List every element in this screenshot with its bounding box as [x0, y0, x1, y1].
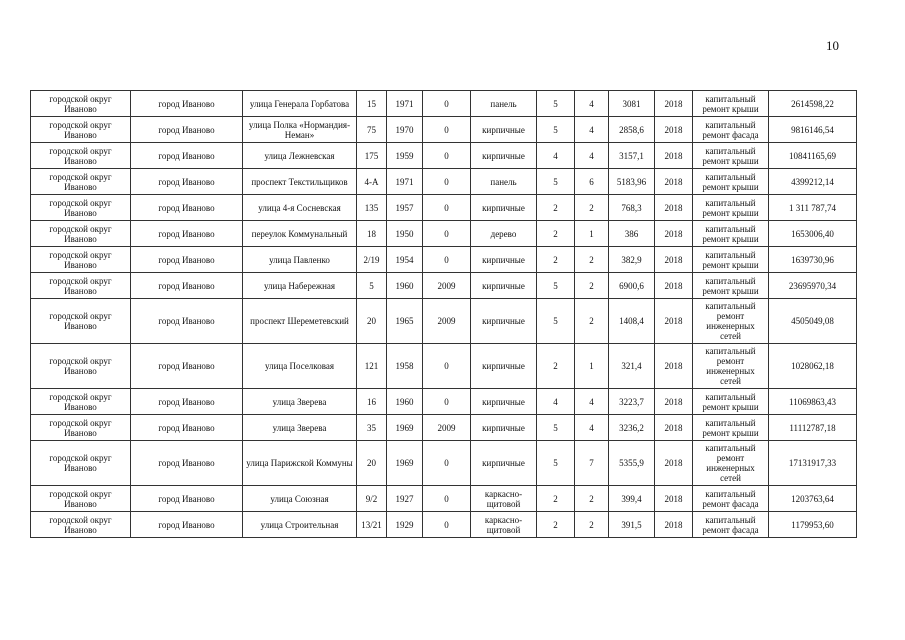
- year-reconstructed-cell: 0: [423, 195, 471, 221]
- city-cell: город Иваново: [131, 512, 243, 538]
- house-number-cell: 5: [357, 273, 387, 299]
- year-built-cell: 1927: [387, 486, 423, 512]
- area-cell: 3157,1: [609, 143, 655, 169]
- cost-cell: 1653006,40: [769, 221, 857, 247]
- wall-material-cell: каркасно-щитовой: [471, 512, 537, 538]
- table-row: [31, 486, 857, 512]
- floors-cell: 2: [537, 221, 575, 247]
- house-number-cell: 16: [357, 389, 387, 415]
- year-built-cell: 1960: [387, 389, 423, 415]
- plan-year-cell: 2018: [655, 221, 693, 247]
- entrances-cell: 2: [575, 486, 609, 512]
- plan-year-cell: 2018: [655, 195, 693, 221]
- district-cell: городской округ Иваново: [31, 247, 131, 273]
- city-cell: город Иваново: [131, 117, 243, 143]
- table-row: [31, 299, 857, 344]
- year-built-cell: 1929: [387, 512, 423, 538]
- area-cell: 6900,6: [609, 273, 655, 299]
- table-row: [31, 512, 857, 538]
- wall-material-cell: кирпичные: [471, 389, 537, 415]
- plan-year-cell: 2018: [655, 415, 693, 441]
- floors-cell: 2: [537, 247, 575, 273]
- plan-year-cell: 2018: [655, 389, 693, 415]
- city-cell: город Иваново: [131, 441, 243, 486]
- city-cell: город Иваново: [131, 247, 243, 273]
- district-cell: городской округ Иваново: [31, 143, 131, 169]
- wall-material-cell: кирпичные: [471, 299, 537, 344]
- district-cell: городской округ Иваново: [31, 512, 131, 538]
- floors-cell: 5: [537, 441, 575, 486]
- entrances-cell: 2: [575, 273, 609, 299]
- district-cell: городской округ Иваново: [31, 441, 131, 486]
- street-cell: проспект Шереметевский: [243, 299, 357, 344]
- district-cell: городской округ Иваново: [31, 221, 131, 247]
- wall-material-cell: каркасно-щитовой: [471, 486, 537, 512]
- area-cell: 399,4: [609, 486, 655, 512]
- street-cell: проспект Текстильщиков: [243, 169, 357, 195]
- district-cell: городской округ Иваново: [31, 486, 131, 512]
- year-built-cell: 1969: [387, 415, 423, 441]
- wall-material-cell: дерево: [471, 221, 537, 247]
- table-row: [31, 247, 857, 273]
- floors-cell: 5: [537, 415, 575, 441]
- floors-cell: 5: [537, 169, 575, 195]
- floors-cell: 4: [537, 143, 575, 169]
- year-reconstructed-cell: 2009: [423, 273, 471, 299]
- cost-cell: 2614598,22: [769, 91, 857, 117]
- cost-cell: 1179953,60: [769, 512, 857, 538]
- plan-year-cell: 2018: [655, 273, 693, 299]
- city-cell: город Иваново: [131, 299, 243, 344]
- city-cell: город Иваново: [131, 389, 243, 415]
- street-cell: улица Зверева: [243, 389, 357, 415]
- district-cell: городской округ Иваново: [31, 299, 131, 344]
- cost-cell: 4505049,08: [769, 299, 857, 344]
- cost-cell: 11112787,18: [769, 415, 857, 441]
- year-reconstructed-cell: 0: [423, 389, 471, 415]
- street-cell: улица Зверева: [243, 415, 357, 441]
- table-body: [31, 91, 857, 538]
- entrances-cell: 2: [575, 195, 609, 221]
- work-type-cell: капитальный ремонт крыши: [693, 247, 769, 273]
- entrances-cell: 1: [575, 344, 609, 389]
- table-row: [31, 91, 857, 117]
- plan-year-cell: 2018: [655, 512, 693, 538]
- street-cell: улица Павленко: [243, 247, 357, 273]
- house-number-cell: 20: [357, 299, 387, 344]
- plan-year-cell: 2018: [655, 247, 693, 273]
- year-built-cell: 1958: [387, 344, 423, 389]
- year-built-cell: 1971: [387, 169, 423, 195]
- table-row: [31, 415, 857, 441]
- city-cell: город Иваново: [131, 195, 243, 221]
- city-cell: город Иваново: [131, 344, 243, 389]
- district-cell: городской округ Иваново: [31, 344, 131, 389]
- plan-year-cell: 2018: [655, 169, 693, 195]
- work-type-cell: капитальный ремонт инженерных сетей: [693, 299, 769, 344]
- area-cell: 3236,2: [609, 415, 655, 441]
- wall-material-cell: панель: [471, 91, 537, 117]
- work-type-cell: капитальный ремонт крыши: [693, 273, 769, 299]
- district-cell: городской округ Иваново: [31, 195, 131, 221]
- street-cell: улица Набережная: [243, 273, 357, 299]
- year-built-cell: 1954: [387, 247, 423, 273]
- plan-year-cell: 2018: [655, 486, 693, 512]
- city-cell: город Иваново: [131, 143, 243, 169]
- area-cell: 768,3: [609, 195, 655, 221]
- plan-year-cell: 2018: [655, 117, 693, 143]
- city-cell: город Иваново: [131, 221, 243, 247]
- entrances-cell: 2: [575, 299, 609, 344]
- city-cell: город Иваново: [131, 273, 243, 299]
- district-cell: городской округ Иваново: [31, 117, 131, 143]
- house-number-cell: 4-А: [357, 169, 387, 195]
- wall-material-cell: панель: [471, 169, 537, 195]
- floors-cell: 2: [537, 512, 575, 538]
- street-cell: улица Лежневская: [243, 143, 357, 169]
- page-number: 10: [826, 38, 839, 53]
- work-type-cell: капитальный ремонт крыши: [693, 195, 769, 221]
- city-cell: город Иваново: [131, 415, 243, 441]
- floors-cell: 5: [537, 273, 575, 299]
- floors-cell: 5: [537, 91, 575, 117]
- table-row: [31, 117, 857, 143]
- wall-material-cell: кирпичные: [471, 344, 537, 389]
- wall-material-cell: кирпичные: [471, 441, 537, 486]
- table-row: [31, 195, 857, 221]
- year-reconstructed-cell: 0: [423, 221, 471, 247]
- entrances-cell: 6: [575, 169, 609, 195]
- year-reconstructed-cell: 0: [423, 143, 471, 169]
- wall-material-cell: кирпичные: [471, 143, 537, 169]
- entrances-cell: 4: [575, 91, 609, 117]
- wall-material-cell: кирпичные: [471, 273, 537, 299]
- floors-cell: 5: [537, 299, 575, 344]
- work-type-cell: капитальный ремонт крыши: [693, 169, 769, 195]
- floors-cell: 5: [537, 117, 575, 143]
- year-reconstructed-cell: 0: [423, 512, 471, 538]
- area-cell: 386: [609, 221, 655, 247]
- cost-cell: 23695970,34: [769, 273, 857, 299]
- year-built-cell: 1960: [387, 273, 423, 299]
- year-built-cell: 1969: [387, 441, 423, 486]
- area-cell: 382,9: [609, 247, 655, 273]
- floors-cell: 2: [537, 486, 575, 512]
- plan-year-cell: 2018: [655, 299, 693, 344]
- street-cell: улица Генерала Горбатова: [243, 91, 357, 117]
- wall-material-cell: кирпичные: [471, 415, 537, 441]
- work-type-cell: капитальный ремонт крыши: [693, 415, 769, 441]
- area-cell: 3081: [609, 91, 655, 117]
- year-built-cell: 1970: [387, 117, 423, 143]
- entrances-cell: 7: [575, 441, 609, 486]
- table-row: [31, 344, 857, 389]
- table-row: [31, 441, 857, 486]
- year-reconstructed-cell: 0: [423, 247, 471, 273]
- district-cell: городской округ Иваново: [31, 415, 131, 441]
- district-cell: городской округ Иваново: [31, 273, 131, 299]
- year-built-cell: 1971: [387, 91, 423, 117]
- area-cell: 1408,4: [609, 299, 655, 344]
- area-cell: 5355,9: [609, 441, 655, 486]
- cost-cell: 1639730,96: [769, 247, 857, 273]
- street-cell: улица Поселковая: [243, 344, 357, 389]
- street-cell: переулок Коммунальный: [243, 221, 357, 247]
- table-row: [31, 273, 857, 299]
- area-cell: 321,4: [609, 344, 655, 389]
- wall-material-cell: кирпичные: [471, 247, 537, 273]
- work-type-cell: капитальный ремонт фасада: [693, 512, 769, 538]
- year-reconstructed-cell: 0: [423, 486, 471, 512]
- house-number-cell: 15: [357, 91, 387, 117]
- plan-year-cell: 2018: [655, 143, 693, 169]
- city-cell: город Иваново: [131, 169, 243, 195]
- house-number-cell: 175: [357, 143, 387, 169]
- year-reconstructed-cell: 0: [423, 91, 471, 117]
- entrances-cell: 4: [575, 143, 609, 169]
- house-number-cell: 75: [357, 117, 387, 143]
- year-reconstructed-cell: 0: [423, 441, 471, 486]
- entrances-cell: 4: [575, 389, 609, 415]
- house-number-cell: 135: [357, 195, 387, 221]
- entrances-cell: 4: [575, 415, 609, 441]
- district-cell: городской округ Иваново: [31, 169, 131, 195]
- entrances-cell: 2: [575, 512, 609, 538]
- floors-cell: 4: [537, 389, 575, 415]
- house-number-cell: 9/2: [357, 486, 387, 512]
- work-type-cell: капитальный ремонт крыши: [693, 91, 769, 117]
- cost-cell: 9816146,54: [769, 117, 857, 143]
- work-type-cell: капитальный ремонт крыши: [693, 143, 769, 169]
- city-cell: город Иваново: [131, 486, 243, 512]
- year-reconstructed-cell: 2009: [423, 299, 471, 344]
- table-row: [31, 143, 857, 169]
- wall-material-cell: кирпичные: [471, 195, 537, 221]
- work-type-cell: капитальный ремонт инженерных сетей: [693, 441, 769, 486]
- house-number-cell: 2/19: [357, 247, 387, 273]
- work-type-cell: капитальный ремонт фасада: [693, 486, 769, 512]
- plan-year-cell: 2018: [655, 441, 693, 486]
- year-built-cell: 1957: [387, 195, 423, 221]
- year-reconstructed-cell: 2009: [423, 415, 471, 441]
- table-row: [31, 169, 857, 195]
- house-number-cell: 20: [357, 441, 387, 486]
- entrances-cell: 4: [575, 117, 609, 143]
- street-cell: улица 4-я Сосневская: [243, 195, 357, 221]
- city-cell: город Иваново: [131, 91, 243, 117]
- work-type-cell: капитальный ремонт фасада: [693, 117, 769, 143]
- wall-material-cell: кирпичные: [471, 117, 537, 143]
- district-cell: городской округ Иваново: [31, 389, 131, 415]
- housing-repair-table: [30, 90, 857, 538]
- street-cell: улица Полка «Нормандия-Неман»: [243, 117, 357, 143]
- floors-cell: 2: [537, 344, 575, 389]
- cost-cell: 4399212,14: [769, 169, 857, 195]
- cost-cell: 10841165,69: [769, 143, 857, 169]
- table-row: [31, 389, 857, 415]
- area-cell: 391,5: [609, 512, 655, 538]
- cost-cell: 1 311 787,74: [769, 195, 857, 221]
- house-number-cell: 13/21: [357, 512, 387, 538]
- year-built-cell: 1965: [387, 299, 423, 344]
- work-type-cell: капитальный ремонт крыши: [693, 221, 769, 247]
- year-built-cell: 1950: [387, 221, 423, 247]
- table-row: [31, 221, 857, 247]
- work-type-cell: капитальный ремонт крыши: [693, 389, 769, 415]
- street-cell: улица Союзная: [243, 486, 357, 512]
- plan-year-cell: 2018: [655, 91, 693, 117]
- year-built-cell: 1959: [387, 143, 423, 169]
- house-number-cell: 35: [357, 415, 387, 441]
- street-cell: улица Строительная: [243, 512, 357, 538]
- area-cell: 3223,7: [609, 389, 655, 415]
- street-cell: улица Парижской Коммуны: [243, 441, 357, 486]
- plan-year-cell: 2018: [655, 344, 693, 389]
- work-type-cell: капитальный ремонт инженерных сетей: [693, 344, 769, 389]
- area-cell: 5183,96: [609, 169, 655, 195]
- area-cell: 2858,6: [609, 117, 655, 143]
- entrances-cell: 1: [575, 221, 609, 247]
- cost-cell: 17131917,33: [769, 441, 857, 486]
- year-reconstructed-cell: 0: [423, 117, 471, 143]
- year-reconstructed-cell: 0: [423, 169, 471, 195]
- district-cell: городской округ Иваново: [31, 91, 131, 117]
- cost-cell: 1203763,64: [769, 486, 857, 512]
- cost-cell: 11069863,43: [769, 389, 857, 415]
- house-number-cell: 18: [357, 221, 387, 247]
- entrances-cell: 2: [575, 247, 609, 273]
- year-reconstructed-cell: 0: [423, 344, 471, 389]
- cost-cell: 1028062,18: [769, 344, 857, 389]
- floors-cell: 2: [537, 195, 575, 221]
- house-number-cell: 121: [357, 344, 387, 389]
